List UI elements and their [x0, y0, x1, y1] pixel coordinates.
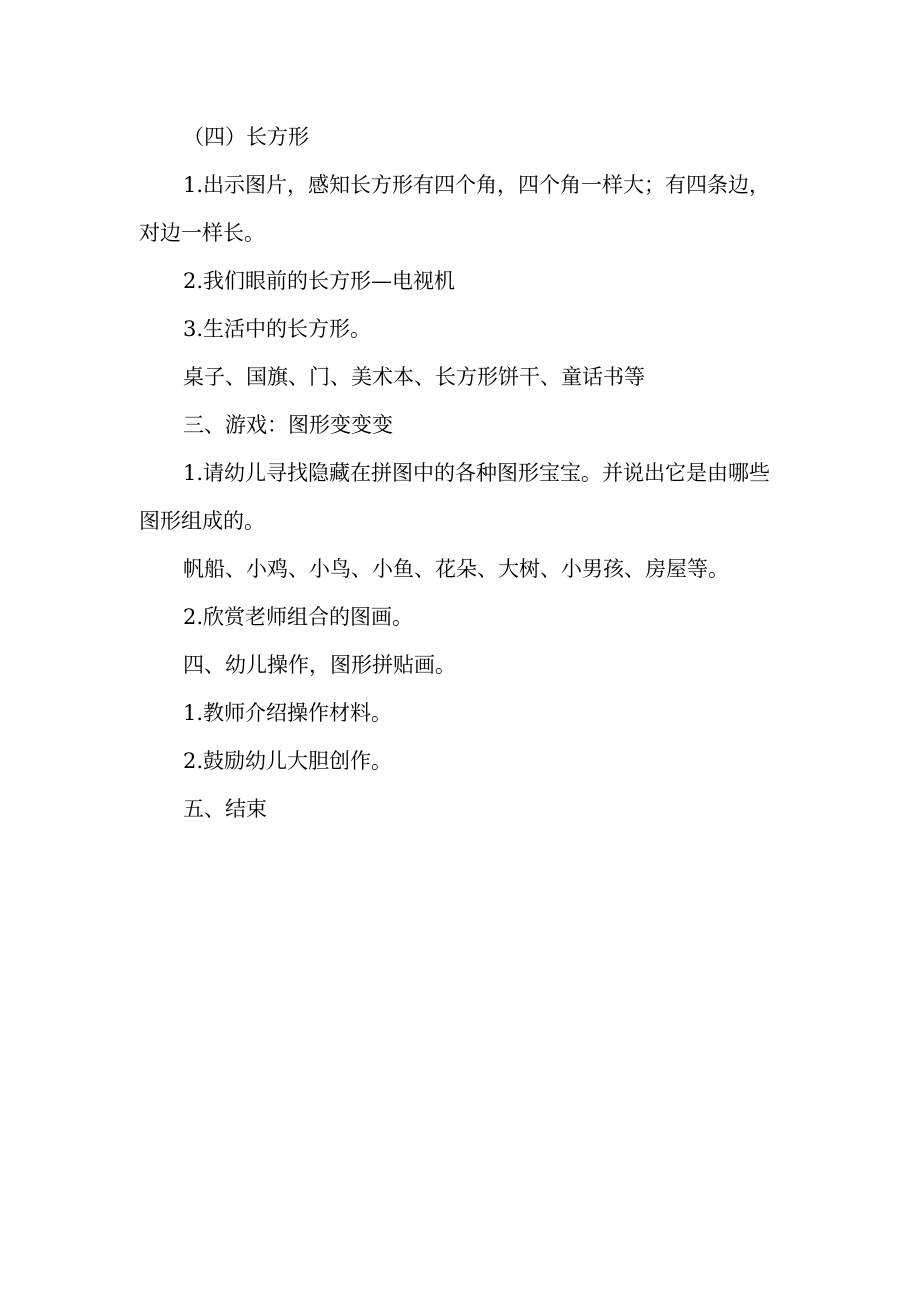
- paragraph-line: 2.鼓励幼儿大胆创作。: [183, 749, 393, 773]
- paragraph-line-continuation: 图形组成的。: [139, 509, 265, 533]
- paragraph-line: 1.教师介绍操作材料。: [183, 701, 393, 725]
- section-heading-rectangle: （四）长方形: [183, 125, 309, 149]
- paragraph-line: 2.欣赏老师组合的图画。: [183, 605, 414, 629]
- section-heading-end: 五、结束: [183, 797, 267, 821]
- section-heading-game: 三、游戏：图形变变变: [183, 413, 393, 437]
- paragraph-line: 3.生活中的长方形。: [183, 317, 372, 341]
- paragraph-line-continuation: 对边一样长。: [139, 221, 265, 245]
- document-body: [139, 113, 799, 833]
- paragraph-line: 1.出示图片，感知长方形有四个角，四个角一样大；有四条边，: [183, 173, 771, 197]
- paragraph-line: 1.请幼儿寻找隐藏在拼图中的各种图形宝宝。并说出它是由哪些: [183, 461, 771, 485]
- paragraph-line: 帆船、小鸡、小鸟、小鱼、花朵、大树、小男孩、房屋等。: [183, 557, 729, 581]
- paragraph-line: 桌子、国旗、门、美术本、长方形饼干、童话书等: [183, 365, 645, 389]
- section-heading-operation: 四、幼儿操作，图形拼贴画。: [183, 653, 456, 677]
- paragraph-line: 2.我们眼前的长方形—电视机: [183, 269, 456, 293]
